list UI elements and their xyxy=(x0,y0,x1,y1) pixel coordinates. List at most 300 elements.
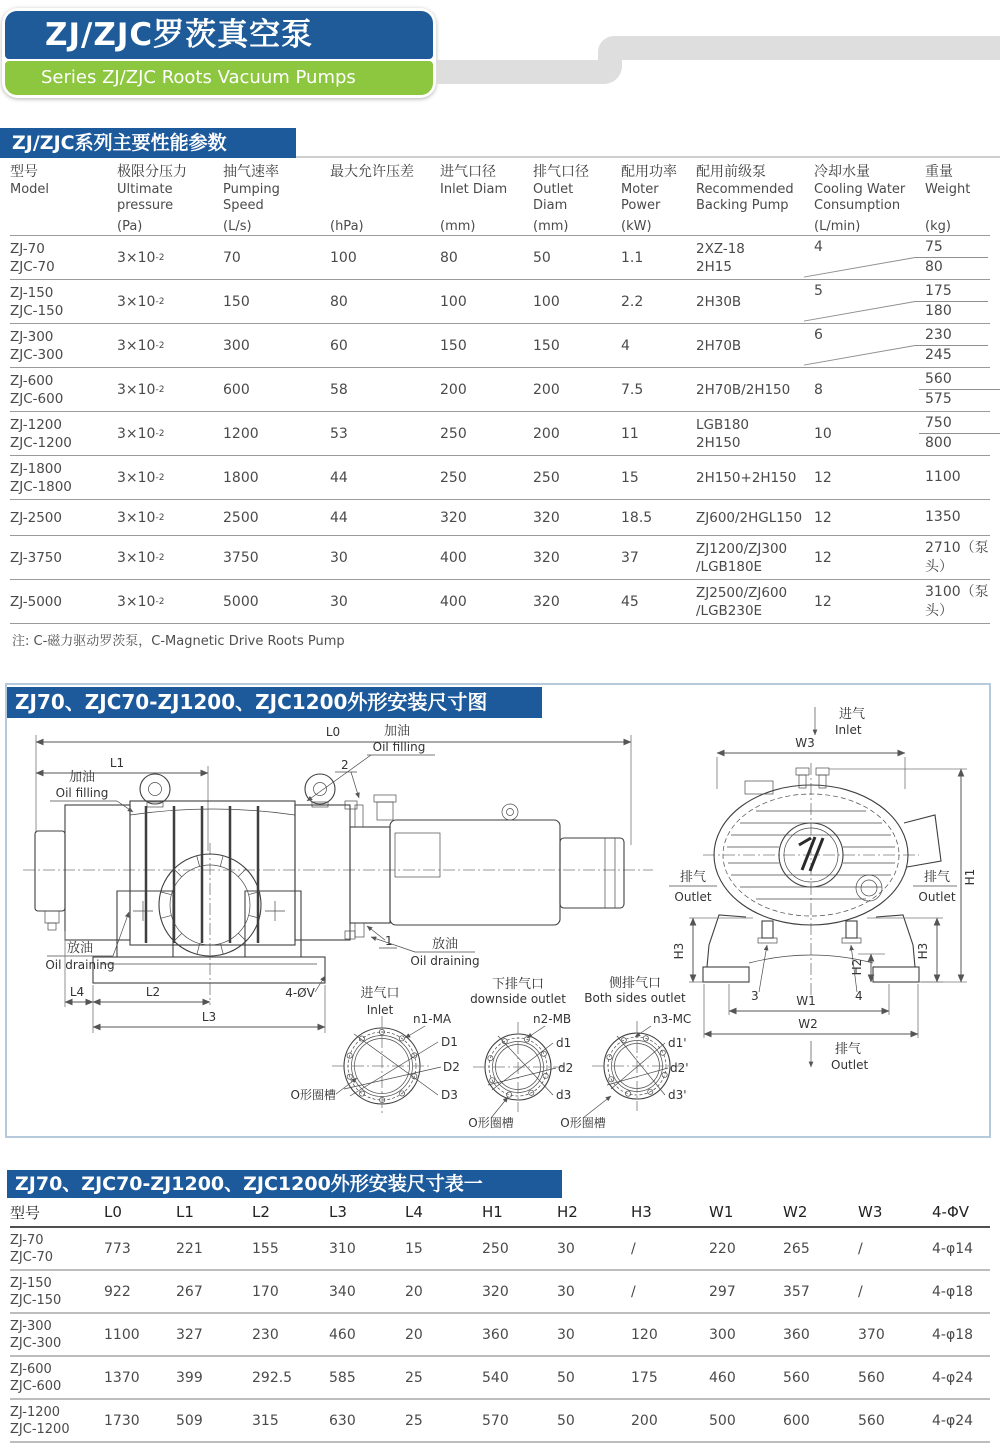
side-view xyxy=(23,723,653,1033)
outlet-right-en: Outlet xyxy=(918,890,956,904)
installation-drawing xyxy=(5,705,987,1138)
dim-value-cell: 4-φ24 xyxy=(932,1369,974,1386)
label-d2: d2 xyxy=(558,1061,574,1075)
dim-column-header: W3 xyxy=(858,1203,883,1221)
weight-cell xyxy=(925,536,1000,579)
perf-row xyxy=(10,324,990,368)
dim-value-cell: 120 xyxy=(631,1326,658,1343)
column-header-en: Moter xyxy=(621,182,659,197)
model-name: ZJC-70 xyxy=(10,1249,54,1265)
weight-value: 1350 xyxy=(925,509,961,525)
dim-label-L3: L3 xyxy=(201,1010,217,1024)
end-view xyxy=(669,706,977,1072)
label-oring-2: O形圈槽 xyxy=(468,1116,514,1130)
dim-value-cell: 50 xyxy=(557,1412,575,1429)
backing-pump-cell xyxy=(696,368,814,411)
model-cell xyxy=(10,368,117,411)
dim-value-cell: / xyxy=(631,1283,636,1300)
label-d3p: d3' xyxy=(668,1088,687,1102)
label-d1p: d1' xyxy=(668,1036,687,1050)
column-header-unit: (kW) xyxy=(621,219,652,234)
perf-row xyxy=(10,580,990,624)
column-header-en: pressure xyxy=(117,198,174,213)
dim-value-cell: 297 xyxy=(709,1283,736,1300)
dim-column-header: H2 xyxy=(557,1203,578,1221)
dim-value-cell: 175 xyxy=(631,1369,658,1386)
model-cell xyxy=(10,1404,104,1438)
dim-value-cell: 4-φ18 xyxy=(932,1283,974,1300)
model-cell xyxy=(10,412,117,455)
dim-label-W2: W2 xyxy=(798,1017,818,1031)
perf-row xyxy=(10,536,990,580)
max-pressure-diff-cell: 44 xyxy=(330,509,348,526)
decor-bar-lower xyxy=(436,60,622,84)
column-header-unit: (Pa) xyxy=(117,219,143,234)
dim-value-cell: / xyxy=(631,1240,636,1257)
cooling-water-cell: 10 xyxy=(814,425,832,442)
motor-power-cell: 1.1 xyxy=(621,249,644,266)
pumping-speed-cell: 150 xyxy=(223,293,250,310)
motor-power-cell: 4 xyxy=(621,337,630,354)
column-header-en: Speed xyxy=(223,198,264,213)
perf-column-header xyxy=(621,163,696,235)
inlet-diam-cell: 80 xyxy=(440,249,458,266)
weight-value: 75 xyxy=(925,239,943,255)
model-name: ZJC-600 xyxy=(10,1378,62,1394)
model-name: ZJC-300 xyxy=(10,346,64,363)
pumping-speed-cell: 1800 xyxy=(223,469,259,486)
column-header-cn: 配用功率 xyxy=(621,164,677,180)
weight-cell xyxy=(925,368,1000,411)
column-header-unit: (mm) xyxy=(440,219,476,234)
dim-label-L4: L4 xyxy=(69,985,85,999)
perf-column-header xyxy=(223,163,330,235)
label-d3: d3 xyxy=(556,1088,572,1102)
column-header-cn: 极限分压力 xyxy=(117,164,187,180)
model-name: ZJC-600 xyxy=(10,390,64,407)
column-header-unit: (mm) xyxy=(533,219,569,234)
model-name: ZJC-70 xyxy=(10,258,55,275)
perf-column-header xyxy=(696,163,814,235)
motor-power-cell: 45 xyxy=(621,593,639,610)
model-name: ZJC-1800 xyxy=(10,478,72,495)
weight-value: 175 xyxy=(925,283,952,299)
side-outlet-en: Both sides outlet xyxy=(584,991,686,1005)
max-pressure-diff-cell: 53 xyxy=(330,425,348,442)
column-header-unit: (kg) xyxy=(925,219,951,234)
dim-label-H3-right: H3 xyxy=(916,942,930,960)
column-header-cn: 冷却水量 xyxy=(814,164,870,180)
inlet-diam-cell: 100 xyxy=(440,293,467,310)
dim-column-header: L1 xyxy=(176,1203,194,1221)
model-cell xyxy=(10,1232,104,1266)
label-n2-MB: n2-MB xyxy=(533,1012,572,1026)
label-n1-MA: n1-MA xyxy=(413,1012,452,1026)
oil-draining-left-cn: 放油 xyxy=(66,941,94,956)
outlet-diam-cell: 320 xyxy=(533,549,560,566)
backing-pump-name: /LGB230E xyxy=(696,602,763,619)
outlet-left-en: Outlet xyxy=(674,890,712,904)
outlet-right-cn: 排气 xyxy=(923,870,951,885)
model-name: ZJC-300 xyxy=(10,1335,62,1351)
outlet-left-cn: 排气 xyxy=(679,870,707,885)
perf-column-header xyxy=(10,163,117,235)
outlet-diam-cell: 100 xyxy=(533,293,560,310)
dim-value-cell: 570 xyxy=(482,1412,509,1429)
model-name: ZJ-150 xyxy=(10,1275,52,1291)
pumping-speed-cell: 1200 xyxy=(223,425,259,442)
cooling-water-cell: 12 xyxy=(814,509,832,526)
dim-label-H1: H1 xyxy=(963,868,977,886)
lifting-eye-right xyxy=(305,774,335,807)
dim-value-cell: 773 xyxy=(104,1240,131,1257)
label-d2p: d2' xyxy=(670,1061,689,1075)
model-cell xyxy=(10,1361,104,1395)
ultimate-pressure-cell: 3×10 -2 xyxy=(117,425,165,442)
ultimate-pressure-cell: 3×10 -2 xyxy=(117,293,165,310)
oil-draining-mid-cn: 放油 xyxy=(431,937,459,952)
perf-column-header xyxy=(117,163,223,235)
max-pressure-diff-cell: 80 xyxy=(330,293,348,310)
pumping-speed-cell: 300 xyxy=(223,337,250,354)
page-subtitle: Series ZJ/ZJC Roots Vacuum Pumps xyxy=(5,61,433,95)
dim-label-L0: L0 xyxy=(325,725,341,739)
perf-column-header xyxy=(440,163,533,235)
dim-column-header: W1 xyxy=(709,1203,734,1221)
motor-power-cell: 11 xyxy=(621,425,639,442)
dim-value-cell: 30 xyxy=(557,1326,575,1343)
dim-label-H2: H2 xyxy=(850,958,864,976)
weight-value: 3100（泵头） xyxy=(925,583,989,619)
label-d1: d1 xyxy=(556,1036,572,1050)
dim-value-cell: 230 xyxy=(252,1326,279,1343)
backing-pump-name: ZJ1200/ZJ300 xyxy=(696,540,788,557)
dim-value-cell: 221 xyxy=(176,1240,203,1257)
perf-column-header xyxy=(330,163,440,235)
outlet-diam-cell: 250 xyxy=(533,469,560,486)
backing-pump-cell xyxy=(696,456,814,499)
column-header-cn: 配用前级泵 xyxy=(696,164,766,180)
dim-column-header: 4-ΦV xyxy=(932,1203,970,1221)
dim-value-cell: 1730 xyxy=(104,1412,140,1429)
column-header-en: Weight xyxy=(925,182,971,197)
motor-power-cell: 7.5 xyxy=(621,381,644,398)
dim-value-cell: 509 xyxy=(176,1412,203,1429)
ultimate-pressure-cell: 3×10 -2 xyxy=(117,469,165,486)
dimensions-table-body xyxy=(10,1228,990,1443)
column-header-en: Recommended xyxy=(696,182,794,197)
oil-filling-left-en: Oil filling xyxy=(55,786,109,800)
dim-column-header: L4 xyxy=(405,1203,423,1221)
model-name: ZJ-2500 xyxy=(10,509,62,526)
dim-value-cell: 1100 xyxy=(104,1326,140,1343)
column-header-unit: (hPa) xyxy=(330,219,364,234)
lifting-eye-left xyxy=(140,774,170,807)
weight-value: 575 xyxy=(925,391,952,407)
column-header-unit: (L/s) xyxy=(223,219,252,234)
perf-row xyxy=(10,236,990,280)
dim-label-H3-left: H3 xyxy=(672,942,686,960)
oil-draining-mid-en: Oil draining xyxy=(410,954,480,968)
max-pressure-diff-cell: 30 xyxy=(330,549,348,566)
dim-value-cell: 600 xyxy=(783,1412,810,1429)
label-n3-MC: n3-MC xyxy=(653,1012,692,1026)
perf-row xyxy=(10,456,990,500)
backing-pump-name: 2H70B xyxy=(696,337,742,354)
outlet-bottom-en: Outlet xyxy=(831,1058,869,1072)
column-header-cn: 最大允许压差 xyxy=(330,164,414,180)
dim-value-cell: 310 xyxy=(329,1240,356,1257)
ultimate-pressure-cell: 3×10 -2 xyxy=(117,337,165,354)
header-card xyxy=(2,8,436,98)
dim-value-cell: 540 xyxy=(482,1369,509,1386)
dim-value-cell: 560 xyxy=(858,1412,885,1429)
model-name: ZJ-70 xyxy=(10,240,45,257)
dim-value-cell: 500 xyxy=(709,1412,736,1429)
dim-value-cell: 4-φ18 xyxy=(932,1326,974,1343)
weight-value: 180 xyxy=(925,303,952,319)
dim-value-cell: 30 xyxy=(557,1240,575,1257)
max-pressure-diff-cell: 30 xyxy=(330,593,348,610)
side-outlet-cn: 侧排气口 xyxy=(608,976,662,991)
dim-row xyxy=(10,1314,990,1357)
model-cell xyxy=(10,536,117,579)
model-cell xyxy=(10,1318,104,1352)
dim-value-cell: 300 xyxy=(709,1326,736,1343)
perf-column-header xyxy=(925,163,990,235)
weight-value: 230 xyxy=(925,327,952,343)
pumping-speed-cell: 2500 xyxy=(223,509,259,526)
backing-pump-name: 2H150+2H150 xyxy=(696,469,797,486)
ultimate-pressure-cell: 3×10 -2 xyxy=(117,549,165,566)
section-title-dimensions: ZJ70、ZJC70-ZJ1200、ZJC1200外形安装尺寸表一 xyxy=(7,1170,562,1198)
dim-value-cell: 20 xyxy=(405,1326,423,1343)
backing-pump-name: 2H15 xyxy=(696,258,732,275)
outlet-diam-cell: 320 xyxy=(533,593,560,610)
dim-value-cell: 200 xyxy=(631,1412,658,1429)
model-name: ZJ-600 xyxy=(10,372,54,389)
oil-filling-mid-en: Oil filling xyxy=(372,740,426,754)
dim-value-cell: 292.5 xyxy=(252,1369,293,1386)
dim-column-header: 型号 xyxy=(10,1203,41,1222)
weight-value: 750 xyxy=(919,414,1000,434)
dim-column-header: H1 xyxy=(482,1203,503,1221)
dim-row xyxy=(10,1357,990,1400)
dim-value-cell: 340 xyxy=(329,1283,356,1300)
column-header-en: Backing Pump xyxy=(696,198,789,213)
ultimate-pressure-cell: 3×10 -2 xyxy=(117,509,165,526)
dim-value-cell: 315 xyxy=(252,1412,279,1429)
backing-pump-name: ZJ600/2HGL150 xyxy=(696,509,803,526)
dim-value-cell: 220 xyxy=(709,1240,736,1257)
model-cell xyxy=(10,280,117,323)
dim-value-cell: 320 xyxy=(482,1283,509,1300)
model-cell xyxy=(10,500,117,535)
inlet-diam-cell: 150 xyxy=(440,337,467,354)
column-header-cn: 重量 xyxy=(925,164,953,180)
dim-value-cell: 15 xyxy=(405,1240,423,1257)
dimensions-table xyxy=(10,1198,990,1443)
weight-value: 2710（泵头） xyxy=(925,539,989,575)
outlet-diam-cell: 320 xyxy=(533,509,560,526)
dim-value-cell: 4-φ24 xyxy=(932,1412,974,1429)
dim-value-cell: 50 xyxy=(557,1369,575,1386)
down-outlet-en: downside outlet xyxy=(470,992,566,1006)
column-header-en: Power xyxy=(621,198,661,213)
dim-value-cell: 630 xyxy=(329,1412,356,1429)
dim-value-cell: 585 xyxy=(329,1369,356,1386)
dim-value-cell: / xyxy=(858,1240,863,1257)
dim-value-cell: / xyxy=(858,1283,863,1300)
outlet-diam-cell: 150 xyxy=(533,337,560,354)
column-header-en: Outlet xyxy=(533,182,574,197)
oil-draining-left-en: Oil draining xyxy=(45,958,115,972)
model-cell xyxy=(10,236,117,279)
column-header-cn: 排气口径 xyxy=(533,164,589,180)
motor-power-cell: 37 xyxy=(621,549,639,566)
dim-value-cell: 357 xyxy=(783,1283,810,1300)
cooling-water-cell: 6 xyxy=(814,327,823,343)
column-header-en: Ultimate xyxy=(117,182,173,197)
column-header-en: Consumption xyxy=(814,198,901,213)
perf-row xyxy=(10,368,990,412)
section-title-performance: ZJ/ZJC系列主要性能参数 xyxy=(0,128,296,158)
section-title-drawing: ZJ70、ZJC70-ZJ1200、ZJC1200外形安装尺寸图 xyxy=(7,687,542,718)
performance-table-header xyxy=(10,163,990,236)
inlet-diam-cell: 250 xyxy=(440,425,467,442)
backing-pump-cell xyxy=(696,580,814,623)
weight-value: 80 xyxy=(925,259,943,275)
max-pressure-diff-cell: 100 xyxy=(330,249,357,266)
backing-pump-cell xyxy=(696,500,814,535)
model-name: ZJC-1200 xyxy=(10,434,72,451)
dim-row xyxy=(10,1400,990,1443)
ultimate-pressure-cell: 3×10 -2 xyxy=(117,249,165,266)
page-title: ZJ/ZJC罗茨真空泵 xyxy=(5,11,433,59)
performance-table xyxy=(10,163,990,624)
leader-3: 3 xyxy=(751,989,759,1003)
down-outlet-cn: 下排气口 xyxy=(491,977,545,992)
dim-value-cell: 25 xyxy=(405,1412,423,1429)
inlet-diam-cell: 200 xyxy=(440,381,467,398)
backing-pump-name: 2H150 xyxy=(696,434,741,451)
weight-cell xyxy=(925,324,1000,367)
ultimate-pressure-cell: 3×10 -2 xyxy=(117,381,165,398)
model-name: ZJ-1200 xyxy=(10,416,62,433)
model-name: ZJ-1200 xyxy=(10,1404,61,1420)
inlet-diam-cell: 400 xyxy=(440,593,467,610)
decor-bar-upper xyxy=(598,36,1000,60)
column-header-en: Inlet Diam xyxy=(440,182,508,197)
leader-2: 2 xyxy=(341,758,349,772)
pumping-speed-cell: 70 xyxy=(223,249,241,266)
dim-value-cell: 360 xyxy=(783,1326,810,1343)
dim-value-cell: 327 xyxy=(176,1326,203,1343)
dim-column-header: W2 xyxy=(783,1203,808,1221)
motor-power-cell: 2.2 xyxy=(621,293,644,310)
model-name: ZJ-5000 xyxy=(10,593,62,610)
oil-filling-left-cn: 加油 xyxy=(68,770,96,785)
pumping-speed-cell: 5000 xyxy=(223,593,259,610)
weight-value: 560 xyxy=(919,370,1000,390)
dim-value-cell: 560 xyxy=(858,1369,885,1386)
model-name: ZJ-300 xyxy=(10,1318,52,1334)
outlet-bottom-cn: 排气 xyxy=(835,1042,862,1057)
backing-pump-name: /LGB180E xyxy=(696,558,763,575)
dim-value-cell: 560 xyxy=(783,1369,810,1386)
dim-row xyxy=(10,1271,990,1314)
dim-label-W3: W3 xyxy=(795,736,815,750)
weight-value: 1100 xyxy=(925,469,961,485)
inlet-top-cn: 进气 xyxy=(839,707,866,722)
dim-label-L2: L2 xyxy=(145,985,161,999)
model-name: ZJ-1800 xyxy=(10,460,62,477)
backing-pump-cell xyxy=(696,280,814,323)
dim-value-cell: 30 xyxy=(557,1283,575,1300)
model-name: ZJC-1200 xyxy=(10,1421,70,1437)
perf-row xyxy=(10,280,990,324)
backing-pump-cell xyxy=(696,324,814,367)
dim-value-cell: 360 xyxy=(482,1326,509,1343)
flange-details xyxy=(332,1016,682,1116)
perf-column-header xyxy=(814,163,925,235)
dim-value-cell: 1370 xyxy=(104,1369,140,1386)
backing-pump-cell xyxy=(696,536,814,579)
dim-value-cell: 265 xyxy=(783,1240,810,1257)
weight-value: 800 xyxy=(925,435,952,451)
backing-pump-name: ZJ2500/ZJ600 xyxy=(696,584,788,601)
model-cell xyxy=(10,456,117,499)
inlet-port-en: Inlet xyxy=(366,1003,394,1017)
dim-value-cell: 267 xyxy=(176,1283,203,1300)
label-oring-1: O形圈槽 xyxy=(290,1088,336,1102)
dim-column-header: L3 xyxy=(329,1203,347,1221)
column-header-en: Model xyxy=(10,182,50,197)
model-cell xyxy=(10,580,117,623)
column-header-cn: 进气口径 xyxy=(440,164,496,180)
model-name: ZJC-150 xyxy=(10,302,64,319)
dim-value-cell: 460 xyxy=(709,1369,736,1386)
column-header-cn: 抽气速率 xyxy=(223,164,279,180)
dim-column-header: H3 xyxy=(631,1203,652,1221)
inlet-diam-cell: 400 xyxy=(440,549,467,566)
inlet-diam-cell: 250 xyxy=(440,469,467,486)
cooling-water-cell: 5 xyxy=(814,283,823,299)
leader-1: 1 xyxy=(385,934,393,948)
dim-value-cell: 250 xyxy=(482,1240,509,1257)
dim-value-cell: 155 xyxy=(252,1240,279,1257)
perf-row xyxy=(10,500,990,536)
table-note: 注: C-磁力驱动罗茨泵，C-Magnetic Drive Roots Pump xyxy=(12,634,345,649)
max-pressure-diff-cell: 58 xyxy=(330,381,348,398)
backing-pump-cell xyxy=(696,236,814,279)
dim-value-cell: 922 xyxy=(104,1283,131,1300)
ultimate-pressure-cell: 3×10 -2 xyxy=(117,593,165,610)
column-header-en: Cooling Water xyxy=(814,182,906,197)
pumping-speed-cell: 3750 xyxy=(223,549,259,566)
dim-column-header: L2 xyxy=(252,1203,270,1221)
oil-filling-mid-cn: 加油 xyxy=(383,724,411,739)
model-name: ZJ-300 xyxy=(10,328,54,345)
perf-row xyxy=(10,412,990,456)
backing-pump-name: 2H70B/2H150 xyxy=(696,381,791,398)
cooling-water-cell: 8 xyxy=(814,381,823,398)
weight-cell xyxy=(925,500,1000,535)
inlet-top-en: Inlet xyxy=(835,723,862,737)
model-cell xyxy=(10,1275,104,1309)
cooling-water-cell: 4 xyxy=(814,239,823,255)
backing-pump-cell xyxy=(696,412,814,455)
